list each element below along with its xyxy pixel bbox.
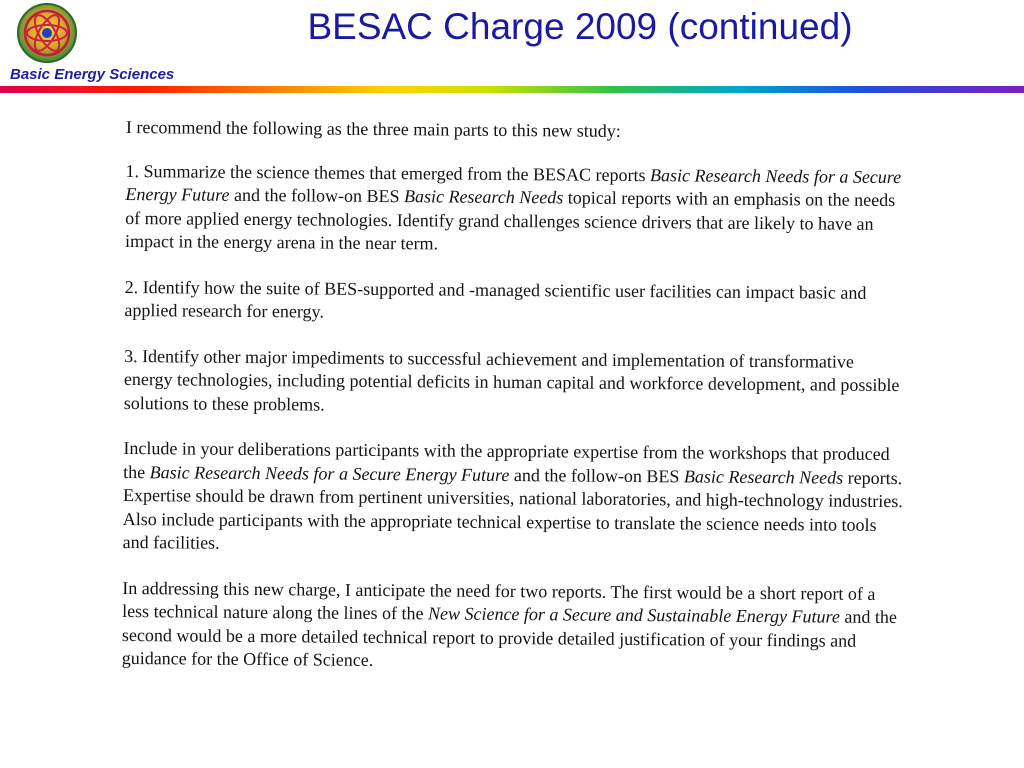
intro-paragraph: I recommend the following as the three main parts to this new study:	[125, 116, 621, 141]
include-report-title: Basic Research Needs for a Secure Energy Future	[149, 461, 510, 485]
include-text-c: and the follow-on BES	[509, 464, 684, 486]
rainbow-divider	[0, 86, 1024, 93]
page-title: BESAC Charge 2009 (continued)	[307, 6, 853, 47]
include-text-e: reports. Expertise should be drawn from pertinent universities, national laboratories, and high-technology industries. Also include participants with the appropriate technical expertise to translate the science needs into tools and facilities.	[122, 467, 903, 553]
scanned-letter	[121, 116, 906, 699]
slide-header	[0, 0, 1024, 96]
include-paragraph	[123, 437, 904, 561]
addressing-report-title: New Science for a Secure and Sustainable Energy Future	[427, 603, 840, 627]
include-series-title: Basic Research Needs	[683, 465, 844, 488]
atom-logo-icon	[16, 2, 78, 64]
addressing-text-a: In addressing this new charge, I anticipate the need for two reports. The first would be a short report of a less technical nature along the lines of the	[122, 577, 876, 624]
item1-text-c: and the follow-on BES	[229, 184, 405, 207]
org-name: Basic Energy Sciences	[10, 66, 175, 83]
study-item-1	[125, 159, 906, 259]
addressing-text-c: and the second would be a more detailed technical report to provide detailed justification of your findings and guidance for the Office of Science.	[121, 606, 897, 670]
study-item-2: 2. Identify how the suite of BES-supported and -managed scientific user facilities can impact basic and applied research for energy.	[124, 276, 867, 322]
include-text-a: Include in your deliberations participants with the appropriate expertise from the workshops that produced the	[123, 437, 890, 482]
item1-report-title: Basic Research Needs for a Secure Energy Future	[125, 164, 902, 205]
item1-text-e: topical reports with an emphasis on the needs of more applied energy technologies. Identify grand challenges science drivers that are likely to have an impact in the energy arena in the near term.	[124, 187, 896, 254]
study-item-3: 3. Identify other major impediments to successful achievement and implementation of transformative energy technologies, including potential deficits in human capital and workforce development, and possible solutions to these problems.	[123, 345, 900, 415]
item1-text-a: 1. Summarize the science themes that emerged from the BESAC reports	[125, 160, 651, 185]
item1-series-title: Basic Research Needs	[403, 186, 564, 208]
addressing-paragraph	[122, 576, 903, 676]
